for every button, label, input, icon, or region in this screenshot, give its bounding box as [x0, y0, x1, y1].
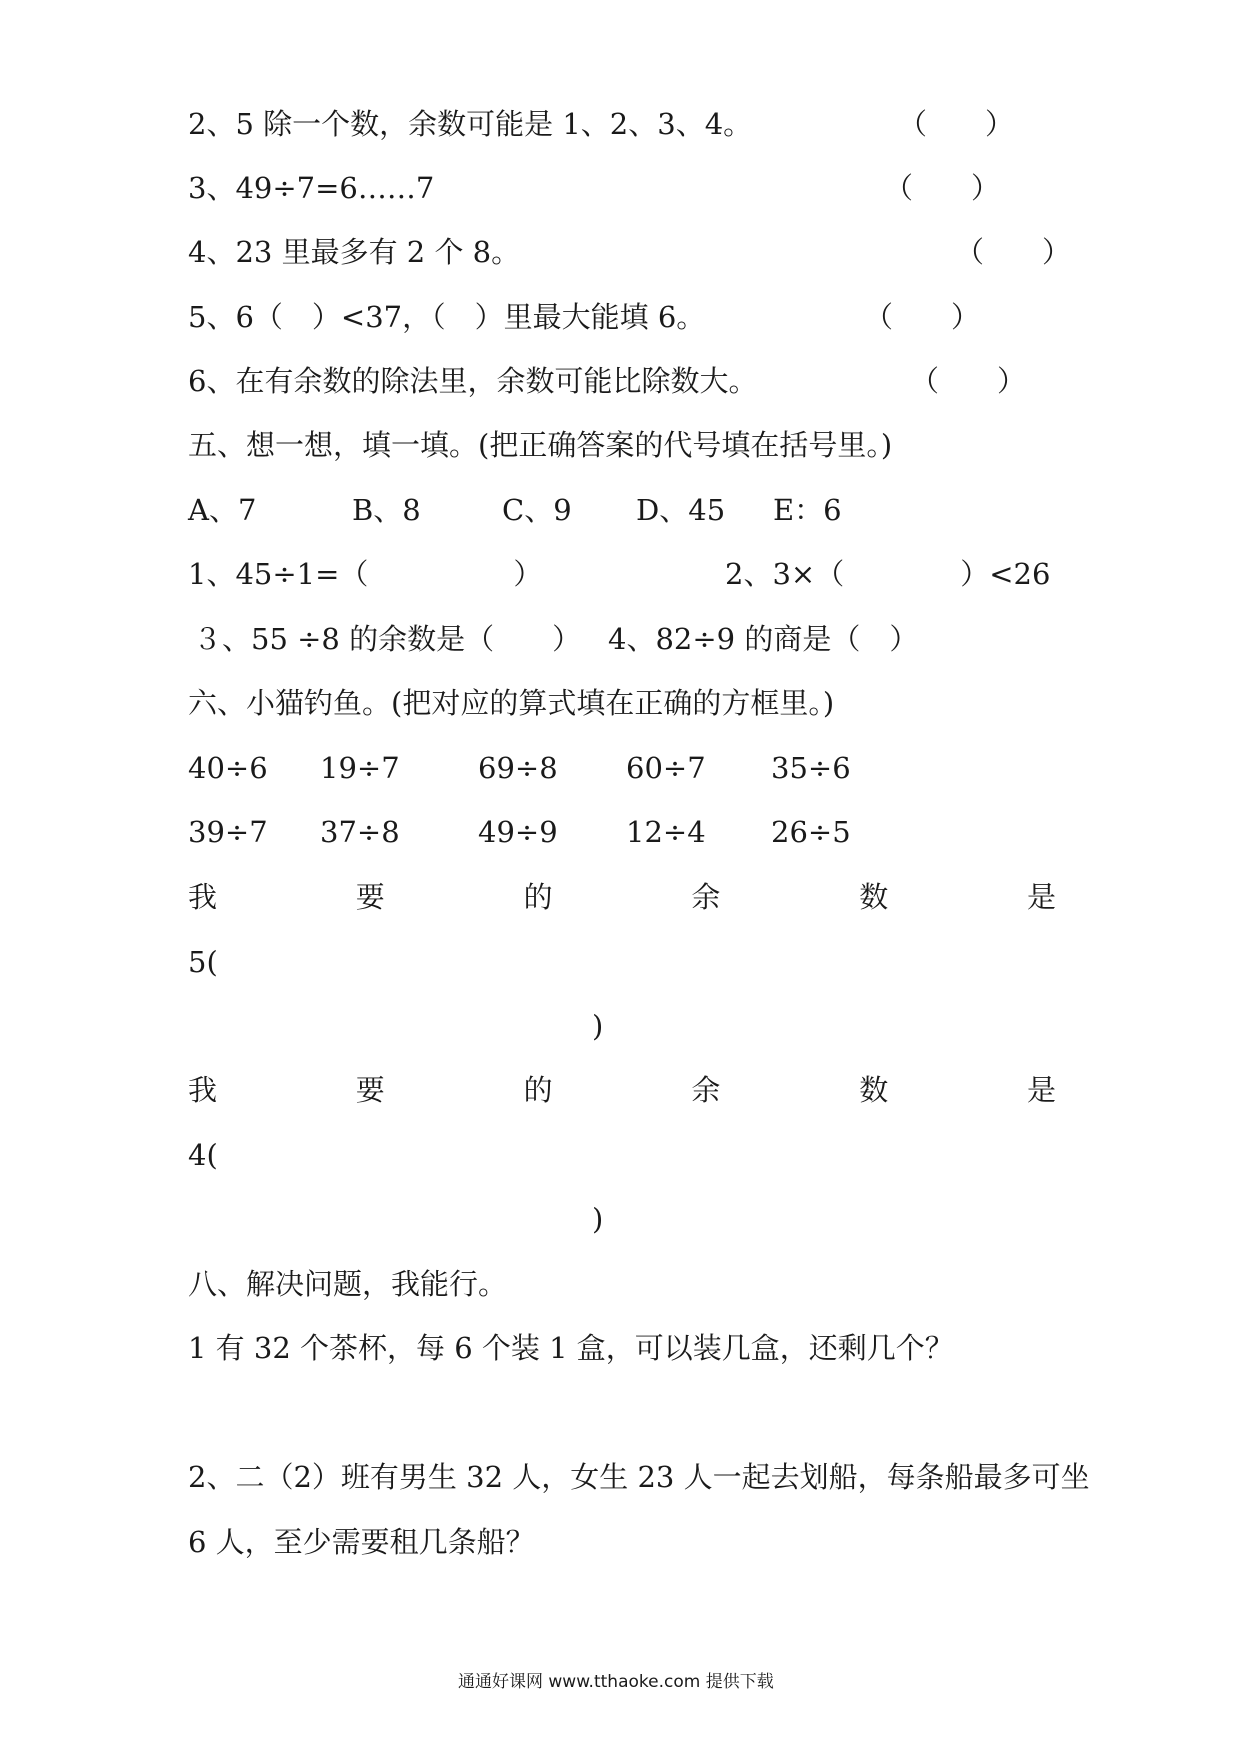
- label-char: 的: [523, 1073, 553, 1107]
- problem-2-line2: 6 人，至少需要租几条船？: [188, 1525, 535, 1559]
- expression-item: 26÷5: [771, 815, 851, 849]
- label-char: 要: [355, 880, 385, 914]
- expression-item: 12÷4: [626, 815, 706, 849]
- expression-item: 39÷7: [188, 815, 268, 849]
- expression-item: 49÷9: [478, 815, 558, 849]
- judge-q4-text: 4、23 里最多有 2 个 8。: [188, 235, 521, 269]
- section5-q4: 4、82÷9 的商是（ ）: [608, 622, 919, 656]
- label-char: 余: [691, 1073, 721, 1107]
- section5-q3: ３、55 ÷8 的余数是（ ）: [193, 622, 582, 656]
- judge-q5-text: 5、6（ ）<37，（ ）里最大能填 6。: [188, 300, 706, 334]
- label-char: 是: [1026, 880, 1056, 914]
- section5-option-c: C、9: [502, 493, 572, 527]
- section6-title: 六、小猫钓鱼。(把对应的算式填在正确的方框里。): [188, 686, 835, 720]
- judge-q3-answer-paren: （ ）: [884, 171, 1001, 205]
- section5-q1: 1、45÷1=（ ）: [188, 557, 543, 591]
- box1-close-paren: ): [592, 1009, 604, 1043]
- judge-q4-answer-paren: （ ）: [955, 235, 1072, 269]
- section5-title: 五、想一想，填一填。(把正确答案的代号填在括号里。): [188, 428, 893, 462]
- label-char: 我: [188, 1073, 218, 1107]
- box2-close-paren: ): [592, 1202, 604, 1236]
- label-char: 我: [188, 880, 218, 914]
- box2-label: [188, 1070, 1056, 1110]
- label-char: 的: [523, 880, 553, 914]
- section5-option-d: D、45: [636, 493, 726, 527]
- label-char: 余: [691, 880, 721, 914]
- expression-item: 40÷6: [188, 751, 268, 785]
- judge-q5-answer-paren: （ ）: [864, 300, 981, 334]
- section8-title: 八、解决问题，我能行。: [188, 1267, 508, 1301]
- box1-open-paren: 5(: [188, 945, 218, 979]
- problem-2-line1: 2、二（2）班有男生 32 人，女生 23 人一起去划船，每条船最多可坐: [188, 1460, 1090, 1494]
- label-char: 是: [1026, 1073, 1056, 1107]
- expression-item: 37÷8: [320, 815, 400, 849]
- box1-label: [188, 877, 1056, 917]
- judge-q2-text: 2、5 除一个数，余数可能是 1、2、3、4。: [188, 107, 753, 141]
- footer-credit: 通通好课网 www.tthaoke.com 提供下载: [458, 1672, 774, 1692]
- expression-item: 60÷7: [626, 751, 706, 785]
- box2-open-paren: 4(: [188, 1138, 218, 1172]
- label-char: 数: [859, 1073, 889, 1107]
- judge-q2-answer-paren: （ ）: [898, 107, 1015, 141]
- judge-q3-text: 3、49÷7=6……7: [188, 171, 435, 205]
- judge-q6-text: 6、在有余数的除法里，余数可能比除数大。: [188, 364, 758, 398]
- label-char: 要: [355, 1073, 385, 1107]
- expression-item: 19÷7: [320, 751, 400, 785]
- expression-item: 69÷8: [478, 751, 558, 785]
- label-char: 数: [859, 880, 889, 914]
- problem-1: 1 有 32 个茶杯，每 6 个装 1 盒，可以装几盒，还剩几个？: [188, 1331, 954, 1365]
- section5-option-e: E：6: [773, 493, 842, 527]
- expression-item: 35÷6: [771, 751, 851, 785]
- judge-q6-answer-paren: （ ）: [910, 364, 1027, 398]
- section5-option-a: A、7: [188, 493, 257, 527]
- section5-option-b: B、8: [352, 493, 421, 527]
- section5-q2: 2、3×（ ）<26: [725, 557, 1051, 591]
